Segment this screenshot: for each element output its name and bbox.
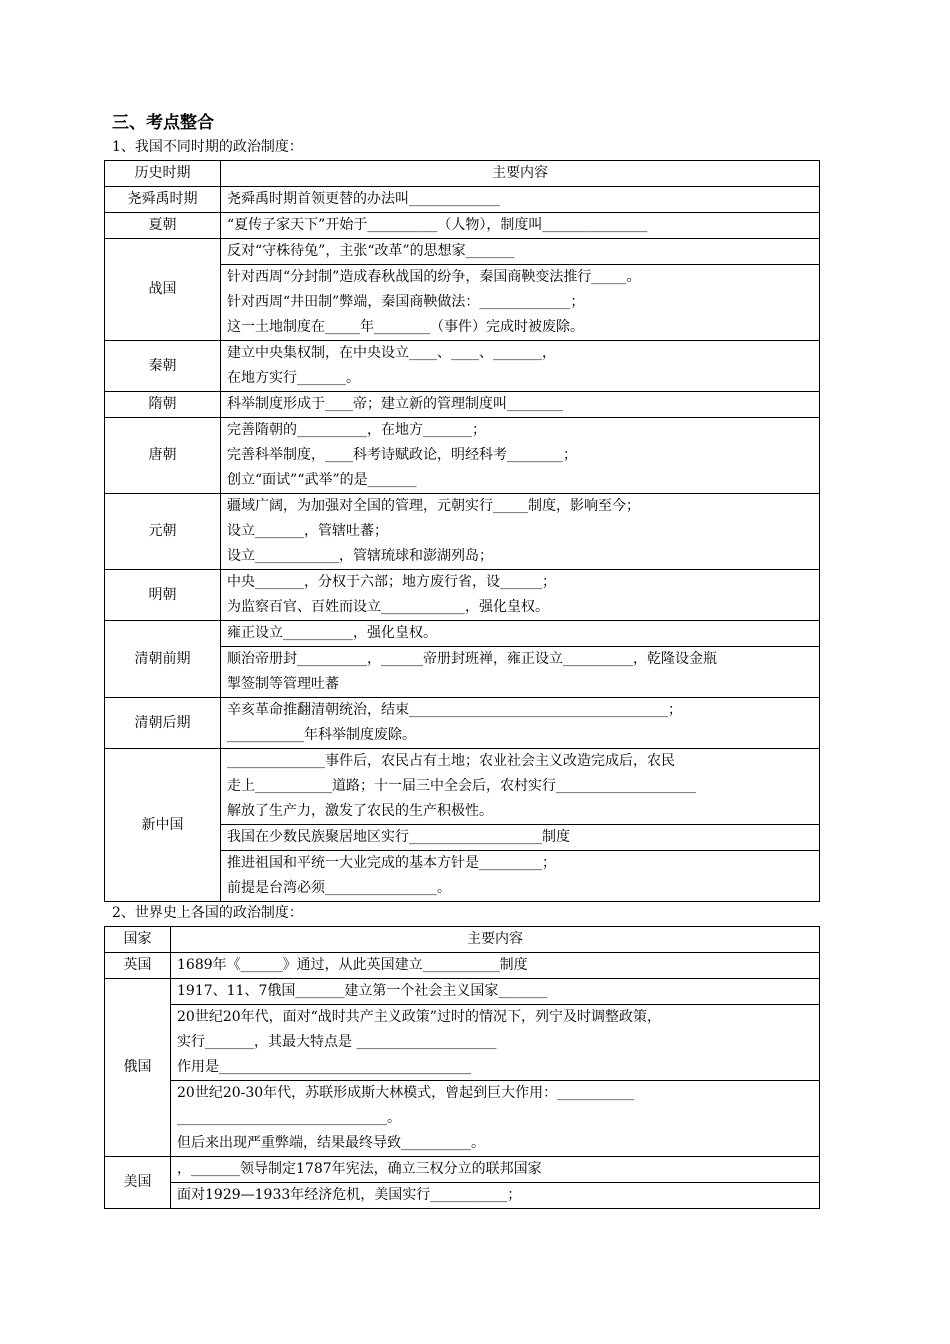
period-cell: 明朝 bbox=[105, 570, 221, 621]
china-political-systems-table bbox=[104, 160, 820, 902]
content-line: 但后来出现严重弊端，结果最终导致__________。 bbox=[177, 1135, 485, 1151]
content-line: 疆域广阔，为加强对全国的管理，元朝实行_____制度，影响至今； bbox=[227, 498, 640, 514]
table-row bbox=[105, 418, 820, 494]
content-cell bbox=[171, 1005, 820, 1081]
content-line: 顺治帝册封__________，______帝册封班禅，雍正设立__________，乾隆设金瓶 bbox=[227, 651, 717, 667]
table-row bbox=[105, 1157, 820, 1183]
content-line: 针对西周“井田制”弊端，秦国商鞅做法：_____________； bbox=[227, 294, 585, 310]
content-line: 为监察百官、百姓而设立____________，强化皇权。 bbox=[227, 599, 549, 615]
period-cell: 秦朝 bbox=[105, 341, 221, 392]
content-line: 前提是台湾必须________________。 bbox=[227, 880, 451, 896]
content-cell bbox=[171, 953, 820, 979]
header-content: 主要内容 bbox=[171, 927, 820, 953]
country-cell: 美国 bbox=[105, 1157, 171, 1209]
period-cell: 唐朝 bbox=[105, 418, 221, 494]
content-line: “夏传子家天下”开始于__________（人物），制度叫_______________ bbox=[227, 217, 648, 233]
table-row bbox=[105, 213, 820, 239]
content-line: 中央_______，分权于六部；地方废行省，设______； bbox=[227, 574, 556, 590]
content-cell bbox=[221, 621, 820, 647]
content-line: ______________________________。 bbox=[177, 1110, 401, 1126]
content-line: 我国在少数民族聚居地区实行___________________制度 bbox=[227, 829, 570, 845]
content-line: 雍正设立__________，强化皇权。 bbox=[227, 625, 437, 641]
content-line: 实行_______，其最大特点是 ____________________ bbox=[177, 1034, 497, 1050]
content-line: 20世纪20-30年代，苏联形成斯大林模式，曾起到巨大作用：___________ bbox=[177, 1085, 635, 1101]
country-cell: 英国 bbox=[105, 953, 171, 979]
table-row bbox=[105, 979, 820, 1005]
period-cell: 元朝 bbox=[105, 494, 221, 570]
content-line: 创立“面试”“武举”的是_______ bbox=[227, 472, 417, 488]
header-content: 主要内容 bbox=[221, 161, 820, 187]
content-line: 辛亥革命推翻清朝统治，结束_____________________________________； bbox=[227, 702, 682, 718]
content-line: 1917、11、7俄国_______建立第一个社会主义国家_______ bbox=[177, 983, 548, 999]
content-line: ，_______领导制定1787年宪法，确立三权分立的联邦国家 bbox=[177, 1161, 542, 1177]
table-row bbox=[105, 953, 820, 979]
content-line: 针对西周“分封制”造成春秋战国的纷争，秦国商鞅变法推行_____。 bbox=[227, 269, 641, 285]
content-cell bbox=[221, 647, 820, 698]
table-row bbox=[105, 1081, 820, 1157]
table-row bbox=[105, 749, 820, 825]
content-line: 完善隋朝的__________，在地方_______； bbox=[227, 422, 486, 438]
content-cell bbox=[221, 265, 820, 341]
content-cell bbox=[221, 239, 820, 265]
content-cell bbox=[221, 392, 820, 418]
content-cell bbox=[221, 570, 820, 621]
period-cell: 夏朝 bbox=[105, 213, 221, 239]
content-line: 反对“守株待兔”，主张“改革”的思想家_______ bbox=[227, 243, 515, 259]
content-cell bbox=[221, 418, 820, 494]
content-line: 设立_______，管辖吐蕃； bbox=[227, 523, 388, 539]
header-period: 历史时期 bbox=[105, 161, 221, 187]
table-header-row bbox=[105, 927, 820, 953]
content-line: 完善科举制度，____科考诗赋政论，明经科考________； bbox=[227, 447, 577, 463]
period-cell: 隋朝 bbox=[105, 392, 221, 418]
content-line: 掣签制等管理吐蕃 bbox=[227, 676, 339, 692]
table-row bbox=[105, 1005, 820, 1081]
content-line: 20世纪20年代，面对“战时共产主义政策”过时的情况下，列宁及时调整政策， bbox=[177, 1009, 661, 1025]
table-row bbox=[105, 621, 820, 647]
content-cell bbox=[221, 187, 820, 213]
content-cell bbox=[171, 1157, 820, 1183]
period-cell: 尧舜禹时期 bbox=[105, 187, 221, 213]
content-cell bbox=[221, 213, 820, 239]
content-cell bbox=[221, 341, 820, 392]
content-line: ___________年科举制度废除。 bbox=[227, 727, 416, 743]
period-cell: 战国 bbox=[105, 239, 221, 341]
period-cell: 清朝后期 bbox=[105, 698, 221, 749]
content-line: 走上___________道路；十一届三中全会后，农村实行____________________ bbox=[227, 778, 696, 794]
world-section-heading: 2、世界史上各国的政治制度： bbox=[112, 905, 303, 921]
content-line: 1689年《______》通过，从此英国建立___________制度 bbox=[177, 957, 528, 973]
header-country: 国家 bbox=[105, 927, 171, 953]
content-line: 设立____________，管辖琉球和澎湖列岛； bbox=[227, 548, 493, 564]
content-cell bbox=[171, 1183, 820, 1209]
content-cell bbox=[221, 698, 820, 749]
table-row bbox=[105, 698, 820, 749]
content-line: 这一土地制度在_____年________（事件）完成时被废除。 bbox=[227, 319, 584, 335]
table-header-row bbox=[105, 161, 820, 187]
content-cell bbox=[221, 749, 820, 825]
table-row bbox=[105, 1183, 820, 1209]
content-line: 在地方实行_______。 bbox=[227, 370, 360, 386]
content-line: 建立中央集权制，在中央设立____、____、_______， bbox=[227, 345, 556, 361]
content-cell bbox=[221, 825, 820, 851]
content-cell bbox=[171, 979, 820, 1005]
table-row bbox=[105, 341, 820, 392]
table-row bbox=[105, 494, 820, 570]
content-line: 科举制度形成于____帝；建立新的管理制度叫________ bbox=[227, 396, 563, 412]
content-line: 解放了生产力，激发了农民的生产积极性。 bbox=[227, 803, 493, 819]
table-row bbox=[105, 187, 820, 213]
content-line: 推进祖国和平统一大业完成的基本方针是_________； bbox=[227, 855, 556, 871]
period-cell: 清朝前期 bbox=[105, 621, 221, 698]
content-cell bbox=[221, 851, 820, 902]
content-cell bbox=[221, 494, 820, 570]
content-line: 面对1929—1933年经济危机，美国实行___________； bbox=[177, 1187, 522, 1203]
world-political-systems-table bbox=[104, 926, 820, 1209]
content-cell bbox=[171, 1081, 820, 1157]
country-cell: 俄国 bbox=[105, 979, 171, 1157]
section-title: 三、考点整合 bbox=[112, 113, 214, 133]
china-section-heading: 1、我国不同时期的政治制度： bbox=[112, 139, 303, 155]
table-row bbox=[105, 570, 820, 621]
content-line: ______________事件后，农民占有土地；农业社会主义改造完成后，农民 bbox=[227, 753, 675, 769]
content-line: 尧舜禹时期首领更替的办法叫_____________ bbox=[227, 191, 500, 207]
period-cell: 新中国 bbox=[105, 749, 221, 902]
document-page bbox=[104, 110, 820, 1209]
table-row bbox=[105, 392, 820, 418]
table-row bbox=[105, 239, 820, 265]
content-line: 作用是____________________________________ bbox=[177, 1059, 471, 1075]
